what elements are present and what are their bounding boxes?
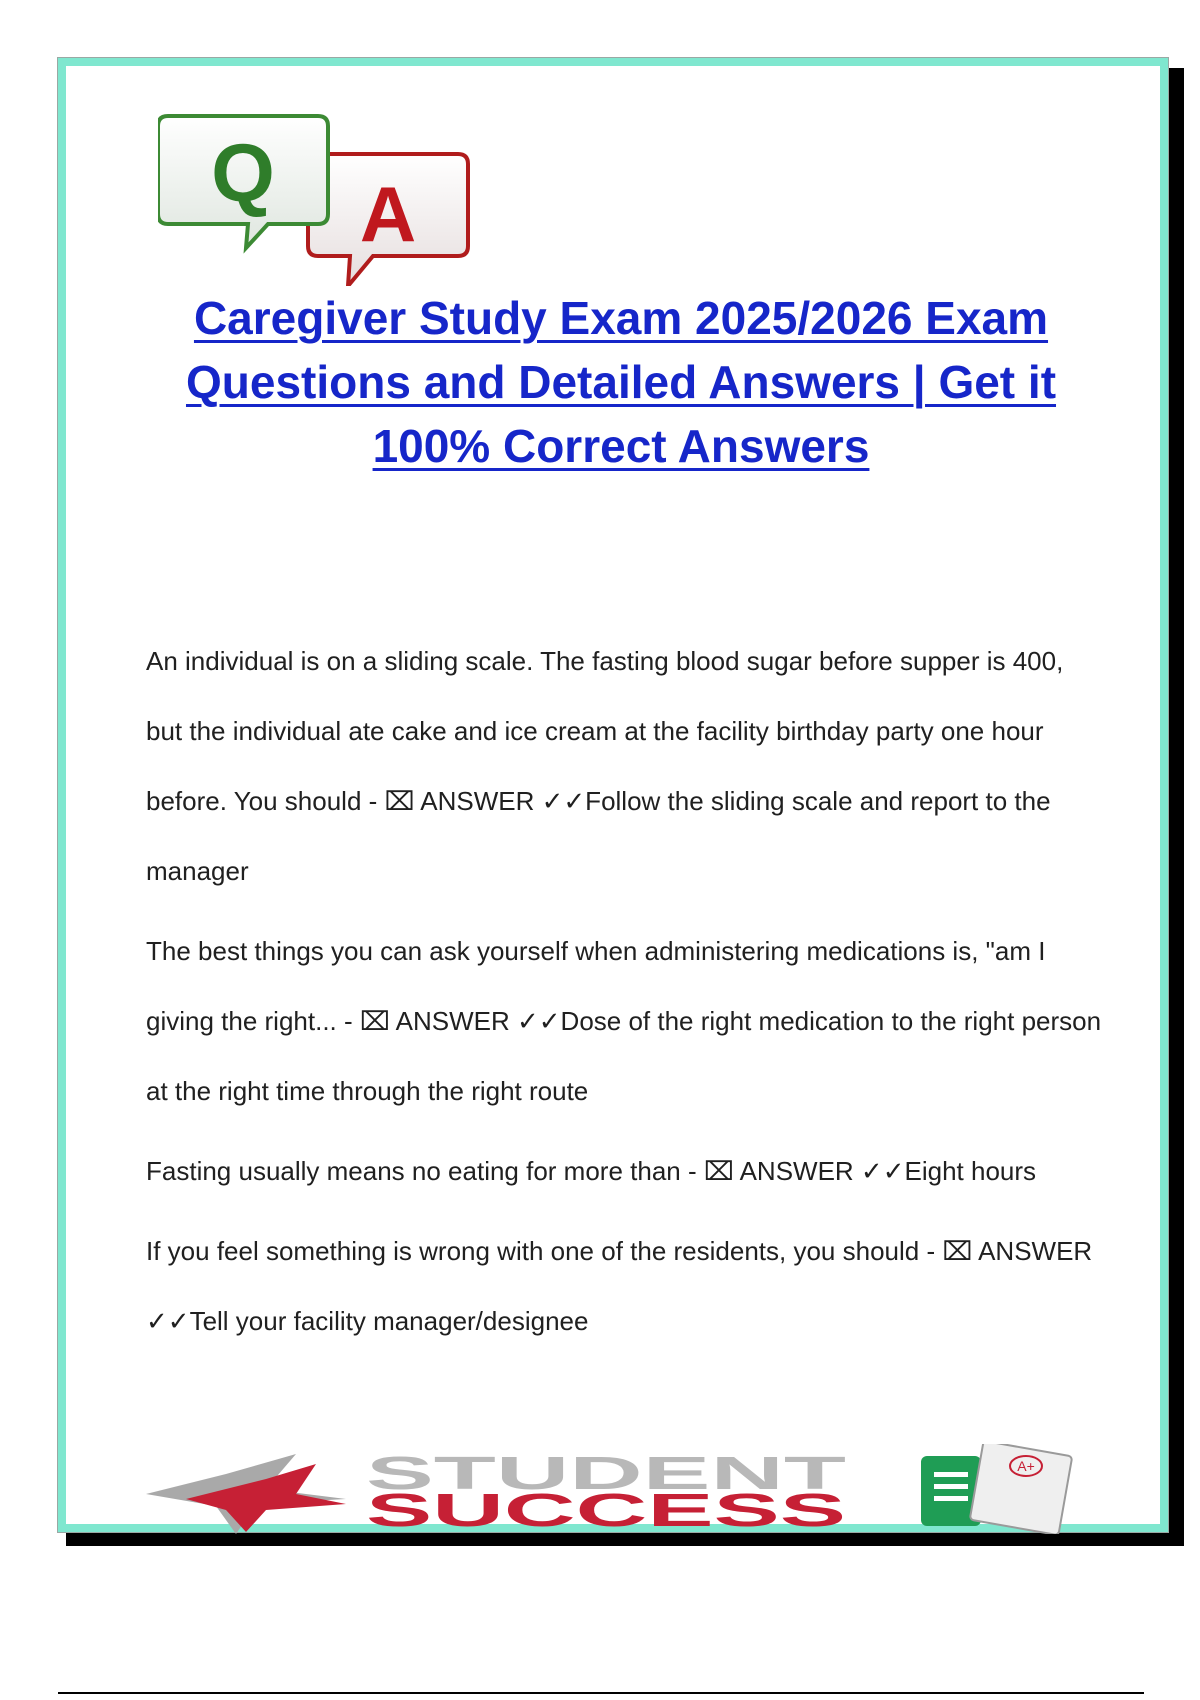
q-letter: Q xyxy=(211,128,275,219)
a-letter: A xyxy=(359,170,417,258)
logo-word-success: SUCCESS xyxy=(366,1484,846,1534)
qa-item: If you feel something is wrong with one of the residents, you should - ⌧ ANSWER ✓✓Tell your facility manager/designee xyxy=(146,1236,1093,1336)
student-success-logo xyxy=(146,1444,1106,1534)
qa-list xyxy=(146,626,1106,1366)
page-frame xyxy=(58,58,1168,1532)
logo-word-student: STUDENT xyxy=(366,1447,846,1499)
bottom-rule xyxy=(58,1692,1144,1694)
grade-badge: A+ xyxy=(1017,1458,1035,1474)
qa-logo xyxy=(158,96,488,286)
title-link[interactable]: Caregiver Study Exam 2025/2026 Exam Questions and Detailed Answers | Get it 100% Correct Answers xyxy=(185,292,1057,472)
qa-item: The best things you can ask yourself when administering medications is, "am I giving the right... - ⌧ ANSWER ✓✓Dose of the right medication to the right person at the right time through the right route xyxy=(146,936,1102,1106)
document-title[interactable] xyxy=(136,286,1106,478)
qa-item: An individual is on a sliding scale. The fasting blood sugar before supper is 400, but the individual ate cake and ice cream at the facility birthday party one hour before. You should - ⌧ ANSWER ✓✓Follow the sliding scale and report to the manager xyxy=(146,646,1064,886)
qa-item: Fasting usually means no eating for more than - ⌧ ANSWER ✓✓Eight hours xyxy=(146,1156,1037,1186)
